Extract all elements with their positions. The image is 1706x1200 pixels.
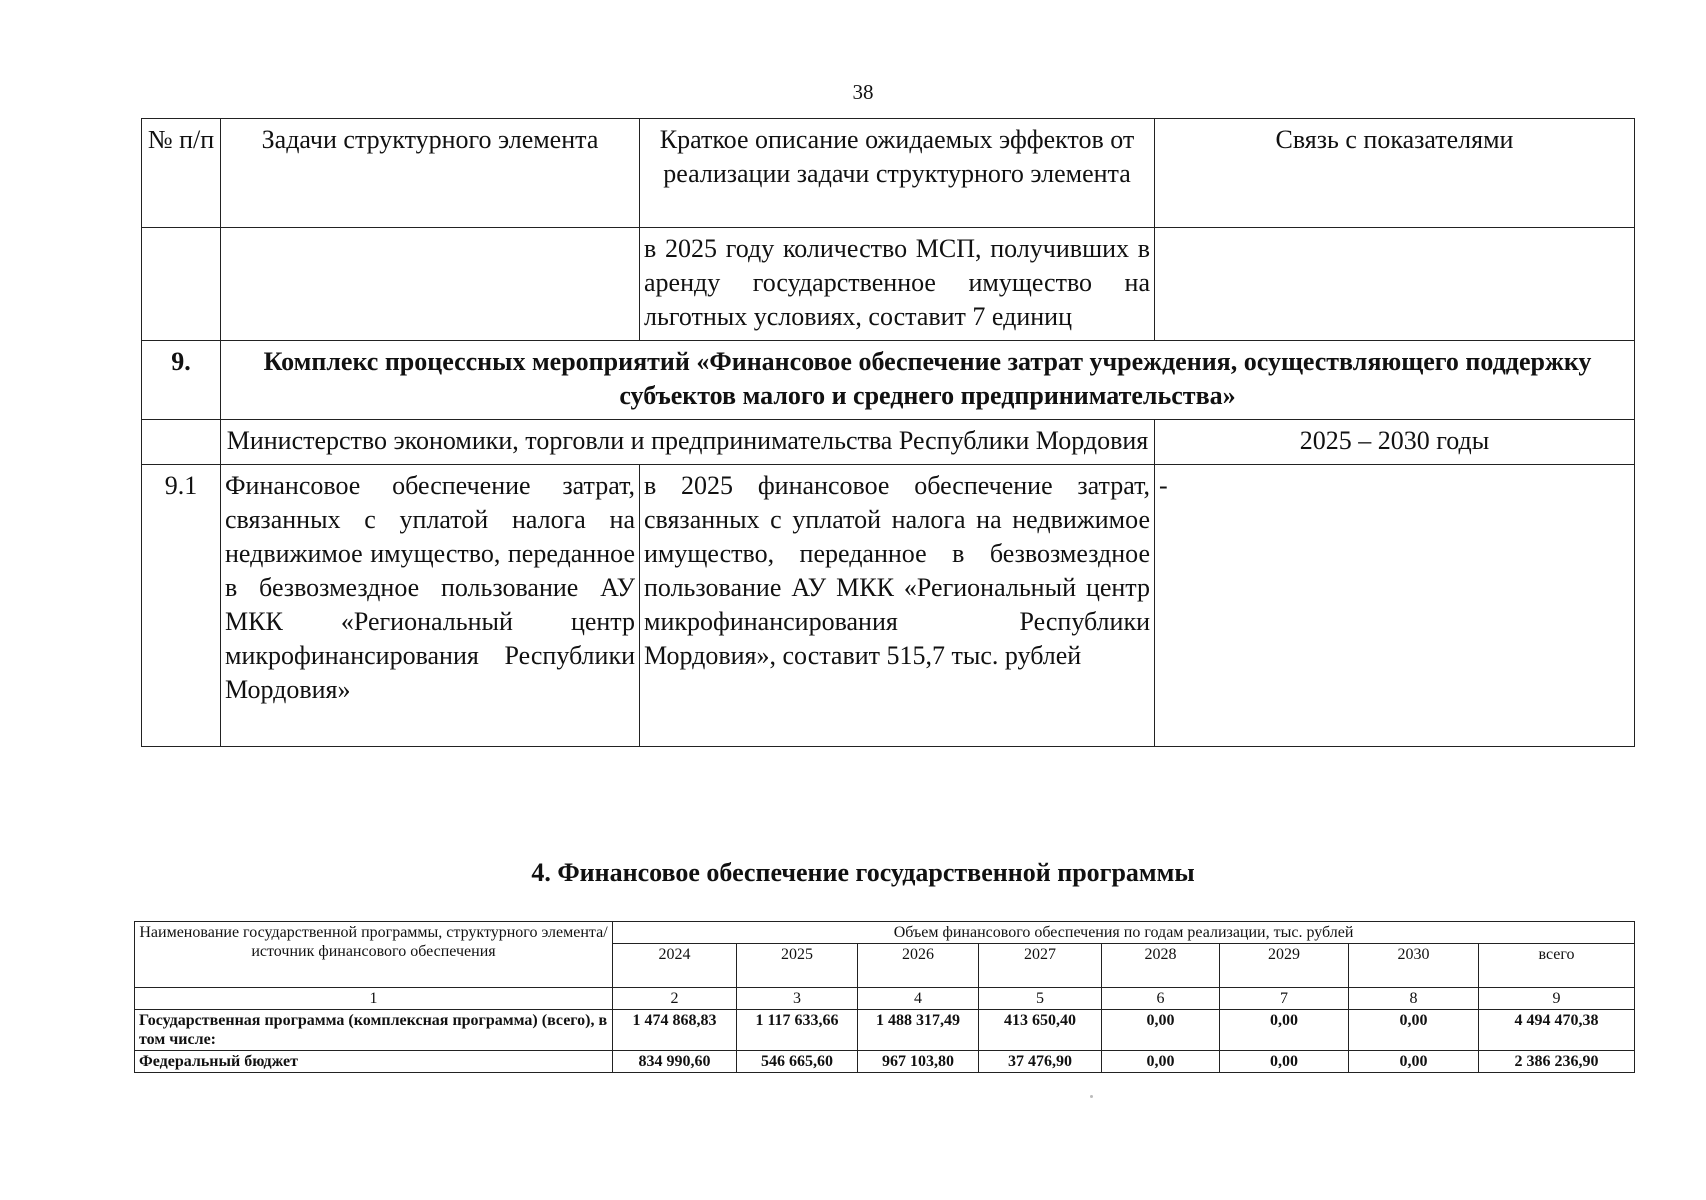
empty-cell [142,420,221,465]
period-cell: 2025 – 2030 годы [1155,420,1635,465]
value-cell: 0,00 [1102,1051,1220,1073]
column-number: 2 [613,988,737,1010]
value-cell: 834 990,60 [613,1051,737,1073]
section-title-cell: Комплекс процессных мероприятий «Финансовое обеспечение затрат учреждения, осуществляющего поддержку субъектов малого и среднего предпринимательства» [221,341,1635,420]
column-number: 5 [979,988,1102,1010]
year-header: 2028 [1102,944,1220,988]
task-cell: Финансовое обеспечение затрат, связанных с уплатой налога на недвижимое имущество, переданное в безвозмездное пользование АУ МКК «Региональный центр микрофинансирования Республики Мордовия» [221,465,640,747]
total-cell: 4 494 470,38 [1479,1010,1635,1051]
year-header: 2026 [858,944,979,988]
column-numbers-row [135,988,1635,1010]
header-effects: Краткое описание ожидаемых эффектов от реализации задачи структурного элемента [640,119,1155,228]
column-number: 3 [737,988,858,1010]
value-cell: 413 650,40 [979,1010,1102,1051]
ministry-cell: Министерство экономики, торговли и предпринимательства Республики Мордовия [221,420,1155,465]
value-cell: 967 103,80 [858,1051,979,1073]
value-cell: 0,00 [1102,1010,1220,1051]
value-cell: 1 117 633,66 [737,1010,858,1051]
row-name: Федеральный бюджет [135,1051,613,1073]
effect-cell: в 2025 году количество МСП, получивших в аренду государственное имущество на льготных условиях, составит 7 единиц [640,228,1155,341]
effect-cell: в 2025 финансовое обеспечение затрат, связанных с уплатой налога на недвижимое имущество, переданное в безвозмездное пользование АУ МКК «Региональный центр микрофинансирования Республики Мордовия», составит 515,7 тыс. рублей [640,465,1155,747]
volume-header: Объем финансового обеспечения по годам реализации, тыс. рублей [613,922,1635,944]
empty-cell [1155,228,1635,341]
financing-table [134,921,1635,1073]
column-number: 4 [858,988,979,1010]
column-number: 7 [1220,988,1349,1010]
header-num: № п/п [142,119,221,228]
year-header: 2024 [613,944,737,988]
name-header: Наименование государственной программы, структурного элемента/ источник финансового обеспечения [135,922,613,988]
year-header: 2025 [737,944,858,988]
empty-cell [142,228,221,341]
column-number: 6 [1102,988,1220,1010]
table-row [142,465,1635,747]
value-cell: 1 488 317,49 [858,1010,979,1051]
table-row [135,1051,1635,1073]
table-row [135,1010,1635,1051]
value-cell: 0,00 [1349,1051,1479,1073]
value-cell: 0,00 [1349,1010,1479,1051]
value-cell: 0,00 [1220,1051,1349,1073]
section-number: 9. [142,341,221,420]
responsible-row [142,420,1635,465]
link-cell: - [1155,465,1635,747]
year-header: 2027 [979,944,1102,988]
value-cell: 546 665,60 [737,1051,858,1073]
value-cell: 0,00 [1220,1010,1349,1051]
page-number: 38 [852,80,874,104]
empty-cell [221,228,640,341]
column-number: 1 [135,988,613,1010]
scan-speck [1090,1095,1093,1098]
header-link: Связь с показателями [1155,119,1635,228]
value-cell: 37 476,90 [979,1051,1102,1073]
column-number: 9 [1479,988,1635,1010]
section-heading: 4. Финансовое обеспечение государственной программы [531,858,1195,887]
table-row [142,228,1635,341]
total-header: всего [1479,944,1635,988]
header-tasks: Задачи структурного элемента [221,119,640,228]
section-row [142,341,1635,420]
total-cell: 2 386 236,90 [1479,1051,1635,1073]
structural-elements-table [141,118,1635,747]
row-name: Государственная программа (комплексная программа) (всего), в том числе: [135,1010,613,1051]
row-number: 9.1 [142,465,221,747]
year-header: 2029 [1220,944,1349,988]
value-cell: 1 474 868,83 [613,1010,737,1051]
year-header: 2030 [1349,944,1479,988]
column-number: 8 [1349,988,1479,1010]
table-header-row [135,922,1635,944]
table-header-row [142,119,1635,228]
